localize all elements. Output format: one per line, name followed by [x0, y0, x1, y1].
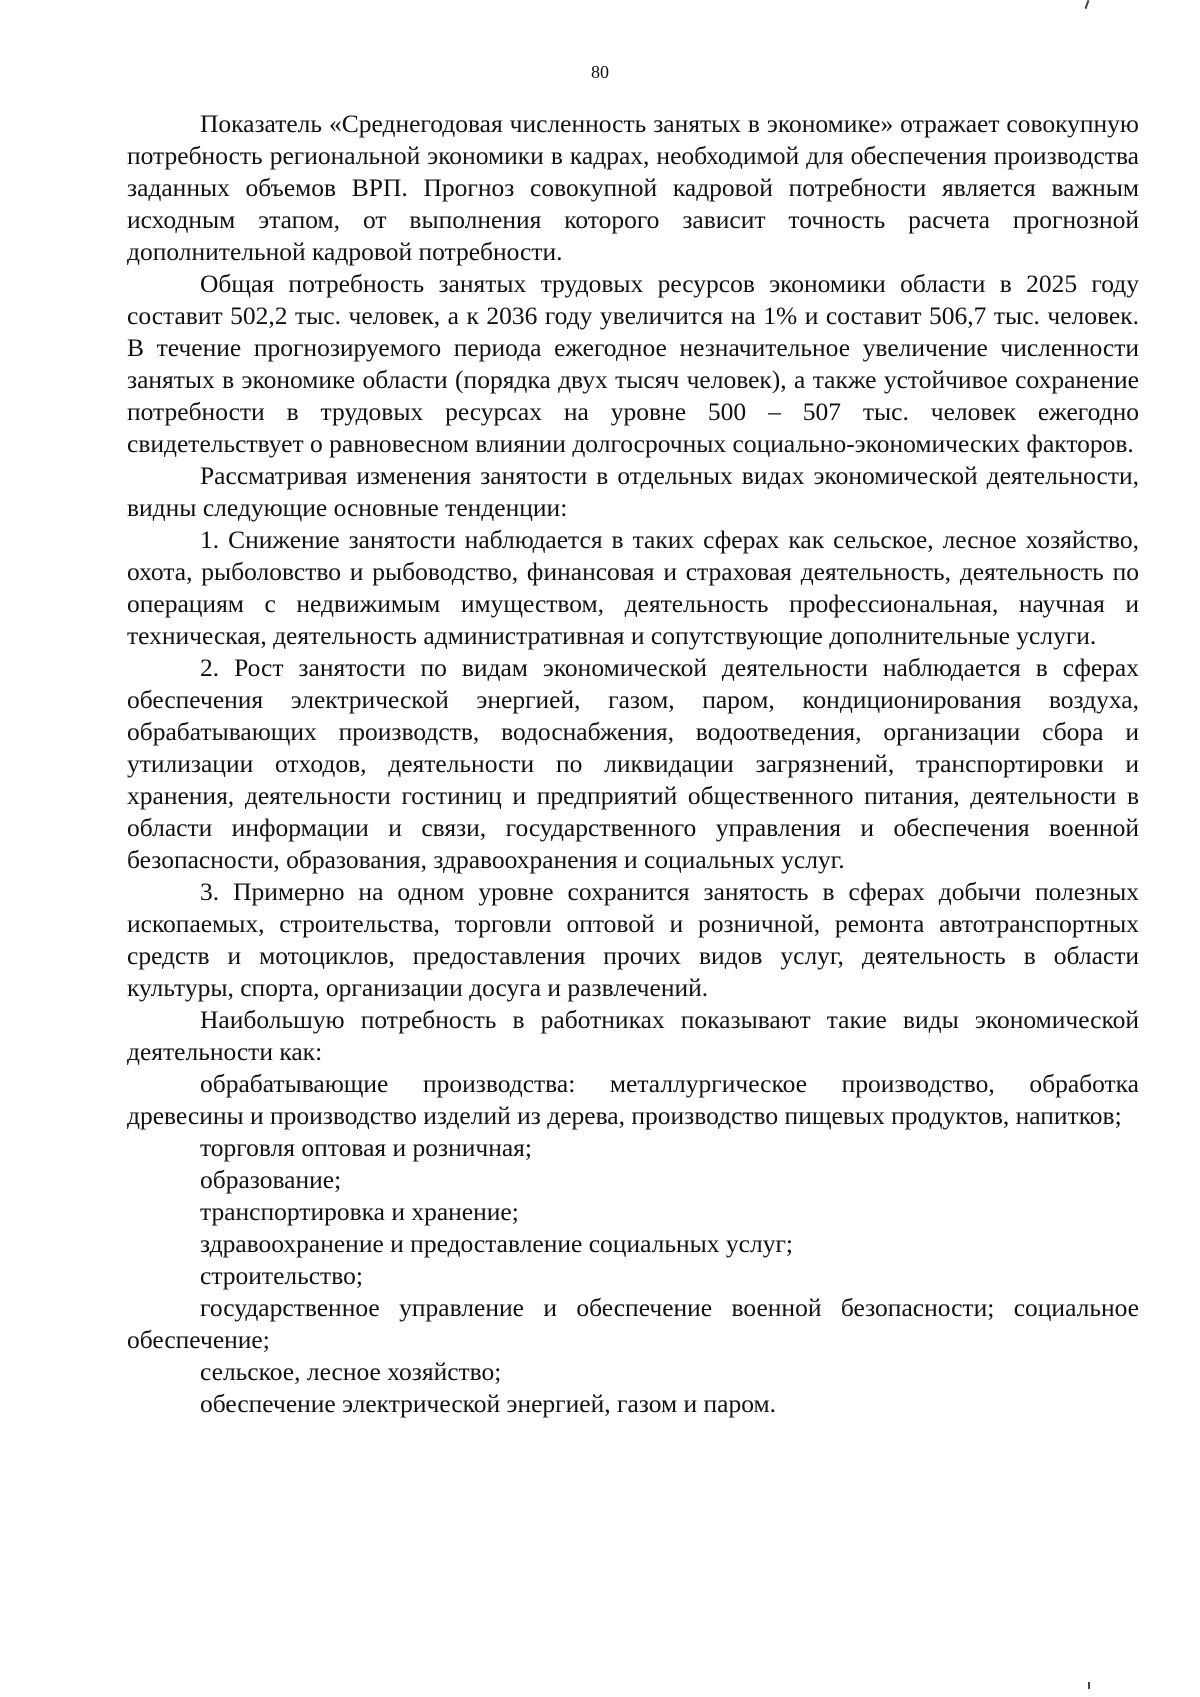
list-item: обеспечение электрической энергией, газом и паром. [200, 1389, 776, 1418]
body-text [127, 108, 1139, 1420]
paragraph-trend-growth: 2. Рост занятости по видам экономической деятельности наблюдается в сферах обеспечения электрической энергией, газом, паром, кондиционирования воздуха, обрабатывающих производств, водоснабжения, водоотведения, организации сбора и утилизации отходов, деятельности по ликвидации загрязнений, транспортировки и хранения, деятельности гостиниц и предприятий общественного питания, деятельности в области информации и связи, государственного управления и обеспечения военной безопасности, образования, здравоохранения и социальных услуг. [127, 653, 1139, 874]
list-item: сельское, лесное хозяйство; [200, 1357, 502, 1386]
list-item: транспортировка и хранение; [200, 1197, 519, 1226]
activity-list [127, 1068, 1139, 1420]
scan-artifact-mark [1085, 0, 1090, 9]
scan-artifact-mark [1088, 1682, 1090, 1689]
paragraph-trends-intro: Рассматривая изменения занятости в отдельных видах экономической деятельности, видны следующие основные тенденции: [127, 461, 1139, 522]
list-item: торговля оптовая и розничная; [200, 1133, 532, 1162]
list-item: государственное управление и обеспечение военной безопасности; социальное обеспечение; [127, 1293, 1139, 1354]
paragraph-demand-intro: Наибольшую потребность в работниках показывают такие виды экономической деятельности как: [127, 1005, 1139, 1066]
list-item: образование; [200, 1165, 342, 1194]
list-item: обрабатывающие производства: металлургическое производство, обработка древесины и производство изделий из дерева, производство пищевых продуктов, напитков; [127, 1069, 1139, 1130]
paragraph-total-demand: Общая потребность занятых трудовых ресурсов экономики области в 2025 году составит 502,2 тыс. человек, а к 2036 году увеличится на 1% и составит 506,7 тыс. человек. В течение прогнозируемого периода ежегодное незначительное увеличение численности занятых в экономике области (порядка двух тысяч человек), а также устойчивое сохранение потребности в трудовых ресурсах на уровне 500 – 507 тыс. человек ежегодно свидетельствует о равновесном влиянии долгосрочных социально-экономических факторов. [127, 269, 1139, 458]
paragraph-trend-decrease: 1. Снижение занятости наблюдается в таких сферах как сельское, лесное хозяйство, охота, рыболовство и рыбоводство, финансовая и страховая деятельность, деятельность по операциям с недвижимым имуществом, деятельность профессиональная, научная и техническая, деятельность административная и сопутствующие дополнительные услуги. [127, 525, 1139, 650]
paragraph-indicator-definition: Показатель «Среднегодовая численность занятых в экономике» отражает совокупную потребность региональной экономики в кадрах, необходимой для обеспечения производства заданных объемов ВРП. Прогноз совокупной кадровой потребности является важным исходным этапом, от выполнения которого зависит точность расчета прогнозной дополнительной кадровой потребности. [127, 109, 1139, 266]
list-item: строительство; [200, 1261, 363, 1290]
page-number: 80 [591, 62, 609, 82]
list-item: здравоохранение и предоставление социальных услуг; [200, 1229, 793, 1258]
paragraph-trend-stable: 3. Примерно на одном уровне сохранится занятость в сферах добычи полезных ископаемых, строительства, торговли оптовой и розничной, ремонта автотранспортных средств и мотоциклов, предоставления прочих видов услуг, деятельность в области культуры, спорта, организации досуга и развлечений. [127, 877, 1139, 1002]
